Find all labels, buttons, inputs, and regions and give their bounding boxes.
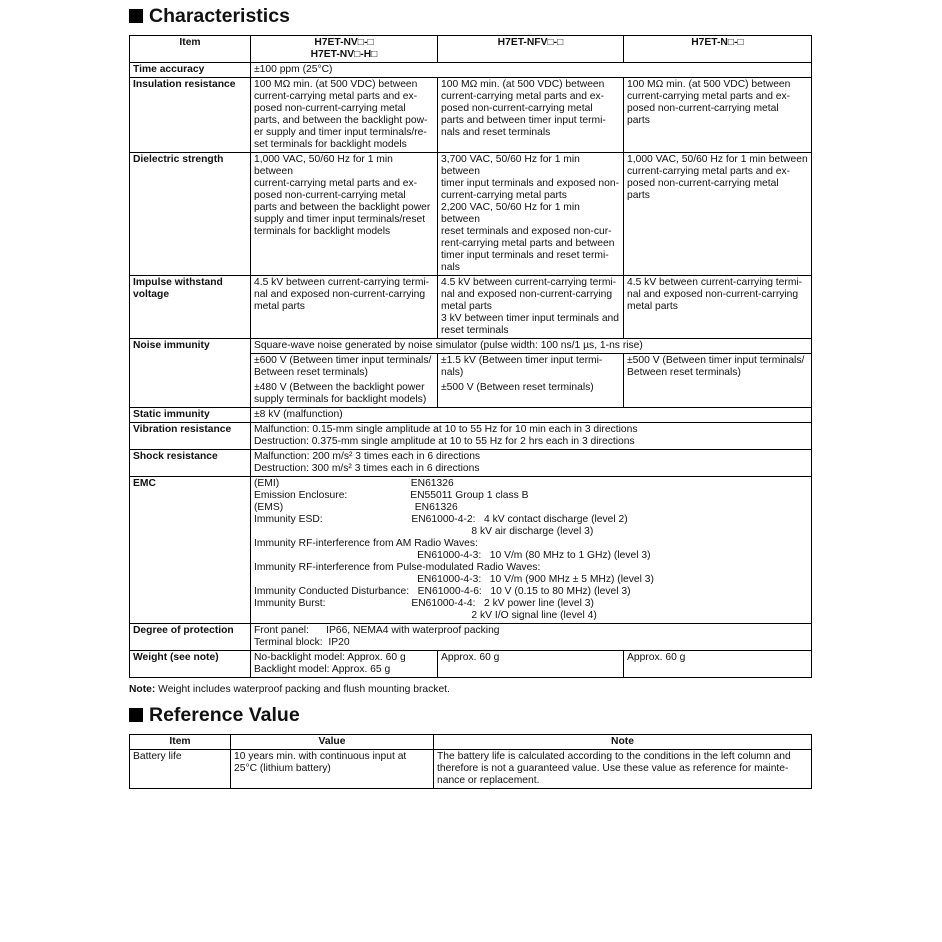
dielectric-col1: 1,000 VAC, 50/60 Hz for 1 min between current-carrying metal parts and ex- posed non-current-carrying metal parts and between the backlight power supply and timer input terminals/reset terminals for backlight models xyxy=(251,153,438,276)
row-label-vibration: Vibration resistance xyxy=(130,423,251,450)
dielectric-col2: 3,700 VAC, 50/60 Hz for 1 min between timer input terminals and exposed non- current-carrying metal parts 2,200 VAC, 50/60 Hz for 1 min between reset terminals and exposed non-cur- rent-carrying metal parts and between timer input terminals and reset termi- nals xyxy=(438,153,624,276)
weight-note xyxy=(129,684,811,698)
dielectric-col3: 1,000 VAC, 50/60 Hz for 1 min between current-carrying metal parts and ex- posed non-current-carrying metal parts xyxy=(624,153,812,276)
table-header-row xyxy=(130,36,812,63)
insulation-col3: 100 MΩ min. (at 500 VDC) between current-carrying metal parts and ex- posed non-current-carrying metal parts xyxy=(624,78,812,153)
impulse-col1: 4.5 kV between current-carrying termi- nal and exposed non-current-carrying metal parts xyxy=(251,276,438,339)
row-label-protection: Degree of protection xyxy=(130,624,251,651)
time-accuracy-value: ±100 ppm (25°C) xyxy=(251,63,812,78)
ref-header-value: Value xyxy=(231,735,434,750)
row-label-weight: Weight (see note) xyxy=(130,651,251,678)
reference-title: Reference Value xyxy=(149,704,300,726)
table-row xyxy=(130,276,812,339)
reference-heading xyxy=(129,703,811,727)
row-label-shock: Shock resistance xyxy=(130,450,251,477)
note-label: Note: xyxy=(129,684,156,695)
noise-col2-b: ±500 V (Between reset terminals) xyxy=(441,382,594,393)
noise-col2 xyxy=(438,354,624,408)
table-row xyxy=(130,477,812,624)
ref-value-battery: 10 years min. with continuous input at 25°C (lithium battery) xyxy=(231,750,434,789)
table-row xyxy=(130,450,812,477)
table-row xyxy=(130,153,812,276)
noise-col1-b: ±480 V (Between the backlight power supply terminals for backlight models) xyxy=(254,382,427,405)
page-content xyxy=(129,4,811,789)
ref-item-battery: Battery life xyxy=(130,750,231,789)
ref-note-battery: The battery life is calculated according to the conditions in the left column and therefore is not a guaranteed value. Use these value as reference for mainte- nance or replacement. xyxy=(434,750,812,789)
noise-span: Square-wave noise generated by noise simulator (pulse width: 100 ns/1 µs, 1-ns rise) xyxy=(251,339,812,354)
protection-value: Front panel: IP66, NEMA4 with waterproof packing Terminal block: IP20 xyxy=(251,624,812,651)
weight-col3: Approx. 60 g xyxy=(624,651,812,678)
impulse-col2: 4.5 kV between current-carrying termi- nal and exposed non-current-carrying metal parts 3 kV between timer input terminals and reset terminals xyxy=(438,276,624,339)
static-value: ±8 kV (malfunction) xyxy=(251,408,812,423)
table-row xyxy=(130,423,812,450)
ref-header-note: Note xyxy=(434,735,812,750)
vibration-value: Malfunction: 0.15-mm single amplitude at 10 to 55 Hz for 10 min each in 3 directions Destruction: 0.375-mm single amplitude at 10 to 55 Hz for 2 hrs each in 3 directions xyxy=(251,423,812,450)
table-row xyxy=(130,78,812,153)
ref-header-item: Item xyxy=(130,735,231,750)
row-label-insulation: Insulation resistance xyxy=(130,78,251,153)
characteristics-table xyxy=(129,35,812,678)
insulation-col2: 100 MΩ min. (at 500 VDC) between current-carrying metal parts and ex- posed non-current-carrying metal parts and between timer input termi- nals and reset terminals xyxy=(438,78,624,153)
table-row xyxy=(130,750,812,789)
table-row xyxy=(130,408,812,423)
weight-col2: Approx. 60 g xyxy=(438,651,624,678)
header-model-3: H7ET-N□-□ xyxy=(624,36,812,63)
row-label-emc: EMC xyxy=(130,477,251,624)
characteristics-heading xyxy=(129,4,811,28)
characteristics-title: Characteristics xyxy=(149,5,290,27)
noise-col3: ±500 V (Between timer input terminals/ Between reset terminals) xyxy=(624,354,812,408)
noise-col2-a: ±1.5 kV (Between timer input termi- nals) xyxy=(441,355,603,378)
table-header-row xyxy=(130,735,812,750)
impulse-col3: 4.5 kV between current-carrying termi- nal and exposed non-current-carrying metal parts xyxy=(624,276,812,339)
table-row xyxy=(130,651,812,678)
row-label-static: Static immunity xyxy=(130,408,251,423)
note-text: Weight includes waterproof packing and flush mounting bracket. xyxy=(155,684,450,695)
table-row xyxy=(130,63,812,78)
header-model-2: H7ET-NFV□-□ xyxy=(438,36,624,63)
noise-col1 xyxy=(251,354,438,408)
noise-col1-a: ±600 V (Between timer input terminals/ Between reset terminals) xyxy=(254,355,432,378)
header-item: Item xyxy=(130,36,251,63)
header-model-1-line1: H7ET-NV□-□ xyxy=(314,37,374,48)
table-row xyxy=(130,339,812,354)
square-bullet-icon xyxy=(129,708,143,722)
row-label-noise: Noise immunity xyxy=(130,339,251,408)
table-row xyxy=(130,624,812,651)
row-label-dielectric: Dielectric strength xyxy=(130,153,251,276)
header-model-1-line2: H7ET-NV□-H□ xyxy=(310,49,378,60)
shock-value: Malfunction: 200 m/s² 3 times each in 6 directions Destruction: 300 m/s² 3 times each in 6 directions xyxy=(251,450,812,477)
header-model-1 xyxy=(251,36,438,63)
emc-value: (EMI) EN61326 Emission Enclosure: EN55011 Group 1 class B (EMS) EN61326 Immunity ESD: EN61000-4-2: 4 kV contact discharge (level 2) 8 kV air discharge (level 3) Immunity RF-interference from AM Radio Waves: EN61000-4-3: 10 V/m (80 MHz to 1 GHz) (level 3) Immunity RF-interference from Pulse-modulated Radio Waves: EN61000-4-3: 10 V/m (900 MHz ± 5 MHz) (level 3) Immunity Conducted Disturbance: EN61000-4-6: 10 V (0.15 to 80 MHz) (level 3) Immunity Burst: EN61000-4-4: 2 kV power line (level 3) 2 kV I/O signal line (level 4) xyxy=(251,477,812,624)
reference-table xyxy=(129,734,812,789)
square-bullet-icon xyxy=(129,9,143,23)
row-label-impulse: Impulse withstand voltage xyxy=(130,276,251,339)
weight-col1: No-backlight model: Approx. 60 g Backlight model: Approx. 65 g xyxy=(251,651,438,678)
row-label-time-accuracy: Time accuracy xyxy=(130,63,251,78)
insulation-col1: 100 MΩ min. (at 500 VDC) between current-carrying metal parts and ex- posed non-current-carrying metal parts, and between the backlight pow- er supply and timer input terminals/re- set terminals for backlight models xyxy=(251,78,438,153)
